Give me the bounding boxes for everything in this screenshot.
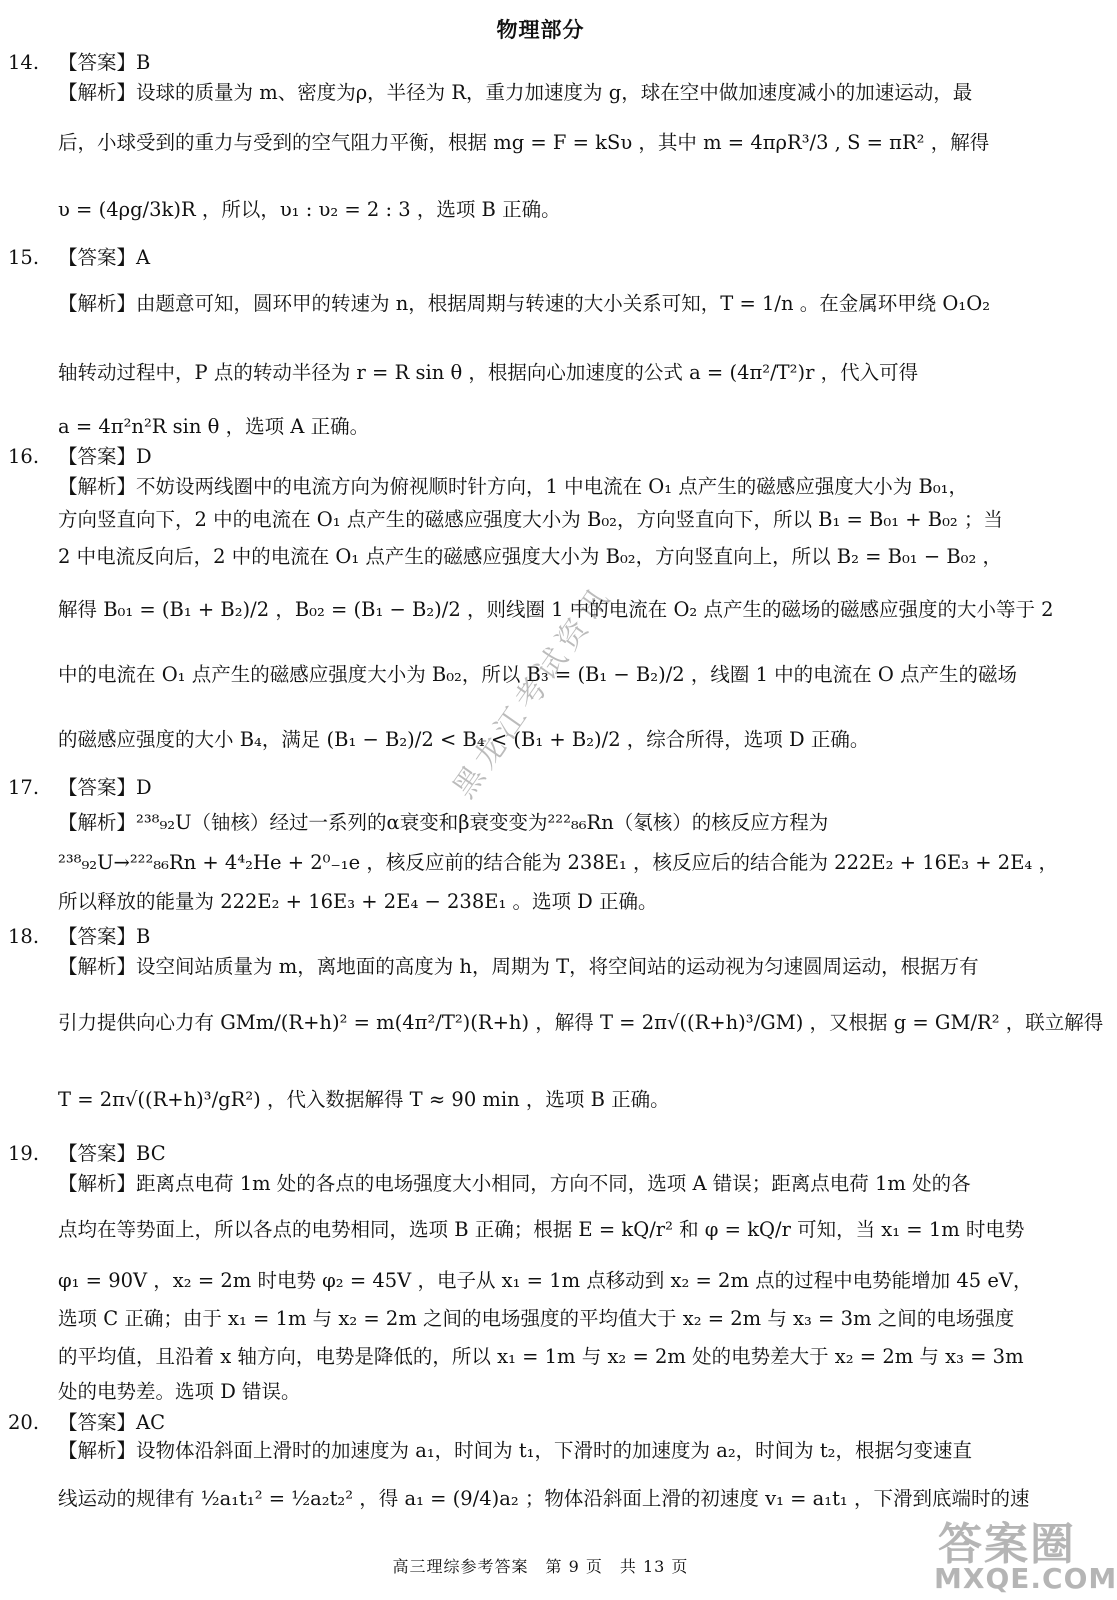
- analysis-line: 2 中电流反向后，2 中的电流在 O₁ 点产生的磁感应强度大小为 B₀₂，方向竖直向上，所以 B₂ = B₀₁ − B₀₂ ，: [58, 545, 1003, 568]
- logo-text: 答案圈: [938, 1519, 1076, 1570]
- analysis-line: 【解析】设物体沿斜面上滑时的加速度为 a₁，时间为 t₁，下滑时的加速度为 a₂，时间为 t₂，根据匀变速直: [58, 1439, 972, 1462]
- watermark: 黑龙江考试资讯: [446, 578, 620, 805]
- answer-line: 【答案】A: [58, 246, 151, 269]
- analysis-line: 处的电势差。选项 D 错误。: [58, 1380, 301, 1403]
- analysis-line: T = 2π√((R+h)³/gR²) ，代入数据解得 T ≈ 90 min ，选项 B 正确。: [58, 1088, 670, 1111]
- analysis-line: 【解析】²³⁸₉₂U（铀核）经过一系列的α衰变和β衰变变为²²²₈₆Rn（氡核）的核反应方程为: [58, 811, 829, 834]
- analysis-line: 引力提供向心力有 GMm/(R+h)² = m(4π²/T²)(R+h) ，解得 T = 2π√((R+h)³/GM) ，又根据 g = GM/R² ，联立解得: [58, 1011, 1104, 1034]
- question-number: 19.: [8, 1142, 40, 1165]
- analysis-line: 的平均值，且沿着 x 轴方向，电势是降低的，所以 x₁ = 1m 与 x₂ = 2m 处的电势差大于 x₂ = 2m 与 x₃ = 3m: [58, 1345, 1024, 1368]
- question-number: 20.: [8, 1411, 40, 1434]
- answer-line: 【答案】AC: [58, 1411, 166, 1434]
- answer-line: 【答案】D: [58, 445, 152, 468]
- analysis-line: 线运动的规律有 ½a₁t₁² = ½a₂t₂² ，得 a₁ = (9/4)a₂ ；物体沿斜面上滑的初速度 v₁ = a₁t₁ ，下滑到底端时的速: [58, 1487, 1030, 1510]
- analysis-line: 的磁感应强度的大小 B₄，满足 (B₁ − B₂)/2 < B₄ < (B₁ + B₂)/2 ，综合所得，选项 D 正确。: [58, 728, 870, 751]
- site-logo: [930, 1490, 1117, 1600]
- analysis-line: 中的电流在 O₁ 点产生的磁感应强度大小为 B₀₂，所以 B₃ = (B₁ − B₂)/2 ，线圈 1 中的电流在 O 点产生的磁场: [58, 663, 1018, 686]
- analysis-line: 【解析】不妨设两线圈中的电流方向为俯视顺时针方向，1 中电流在 O₁ 点产生的磁感应强度大小为 B₀₁，: [58, 475, 968, 498]
- page-title: 物理部分: [496, 17, 585, 42]
- logo-domain: MXQE.COM: [934, 1562, 1117, 1595]
- analysis-line: υ = (4ρg/3k)R ，所以，υ₁ : υ₂ = 2 : 3 ，选项 B 正确。: [58, 198, 561, 221]
- question-number: 18.: [8, 925, 40, 948]
- page-footer: 高三理综参考答案 第 9 页 共 13 页: [392, 1557, 689, 1576]
- question-number: 15.: [8, 246, 40, 269]
- analysis-line: φ₁ = 90V ，x₂ = 2m 时电势 φ₂ = 45V ，电子从 x₁ = 1m 点移动到 x₂ = 2m 点的过程中电势能增加 45 eV，: [58, 1269, 1033, 1292]
- answer-line: 【答案】BC: [58, 1142, 166, 1165]
- analysis-line: 选项 C 正确；由于 x₁ = 1m 与 x₂ = 2m 之间的电场强度的平均值大于 x₂ = 2m 与 x₃ = 3m 之间的电场强度: [58, 1307, 1015, 1330]
- analysis-line: 点均在等势面上，所以各点的电势相同，选项 B 正确；根据 E = kQ/r² 和 φ = kQ/r 可知，当 x₁ = 1m 时电势: [58, 1218, 1025, 1241]
- analysis-line: 所以释放的能量为 222E₂ + 16E₃ + 2E₄ − 238E₁ 。选项 D 正确。: [58, 890, 658, 913]
- analysis-line: 【解析】设空间站质量为 m，离地面的高度为 h，周期为 T，将空间站的运动视为匀速圆周运动，根据万有: [58, 955, 979, 978]
- analysis-line: a = 4π²n²R sin θ ，选项 A 正确。: [58, 415, 370, 438]
- analysis-line: 轴转动过程中，P 点的转动半径为 r = R sin θ ，根据向心加速度的公式 a = (4π²/T²)r ，代入可得: [58, 361, 919, 384]
- analysis-line: 【解析】距离点电荷 1m 处的各点的电场强度大小相同，方向不同，选项 A 错误；距离点电荷 1m 处的各: [58, 1172, 971, 1195]
- analysis-line: 【解析】设球的质量为 m、密度为ρ，半径为 R，重力加速度为 g，球在空中做加速度减小的加速运动，最: [58, 81, 973, 104]
- question-number: 16.: [8, 445, 40, 468]
- answer-line: 【答案】B: [58, 925, 151, 948]
- analysis-line: 解得 B₀₁ = (B₁ + B₂)/2 ，B₀₂ = (B₁ − B₂)/2 ，则线圈 1 中的电流在 O₂ 点产生的磁场的磁感应强度的大小等于 2: [58, 598, 1054, 621]
- question-number: 17.: [8, 776, 40, 799]
- answer-line: 【答案】D: [58, 776, 152, 799]
- analysis-line: 方向竖直向下，2 中的电流在 O₁ 点产生的磁感应强度大小为 B₀₂，方向竖直向下，所以 B₁ = B₀₁ + B₀₂ ；当: [58, 508, 1003, 531]
- answer-line: 【答案】B: [58, 51, 151, 74]
- analysis-line: 【解析】由题意可知，圆环甲的转速为 n，根据周期与转速的大小关系可知，T = 1/n 。在金属环甲绕 O₁O₂: [58, 292, 991, 315]
- analysis-line: 后，小球受到的重力与受到的空气阻力平衡，根据 mg = F = kSυ ，其中 m = 4πρR³/3 , S = πR² ，解得: [58, 131, 990, 154]
- analysis-line: ²³⁸₉₂U→²²²₈₆Rn + 4⁴₂He + 2⁰₋₁e ，核反应前的结合能为 238E₁ ，核反应后的结合能为 222E₂ + 16E₃ + 2E₄ ，: [58, 851, 1058, 874]
- question-number: 14.: [8, 51, 40, 74]
